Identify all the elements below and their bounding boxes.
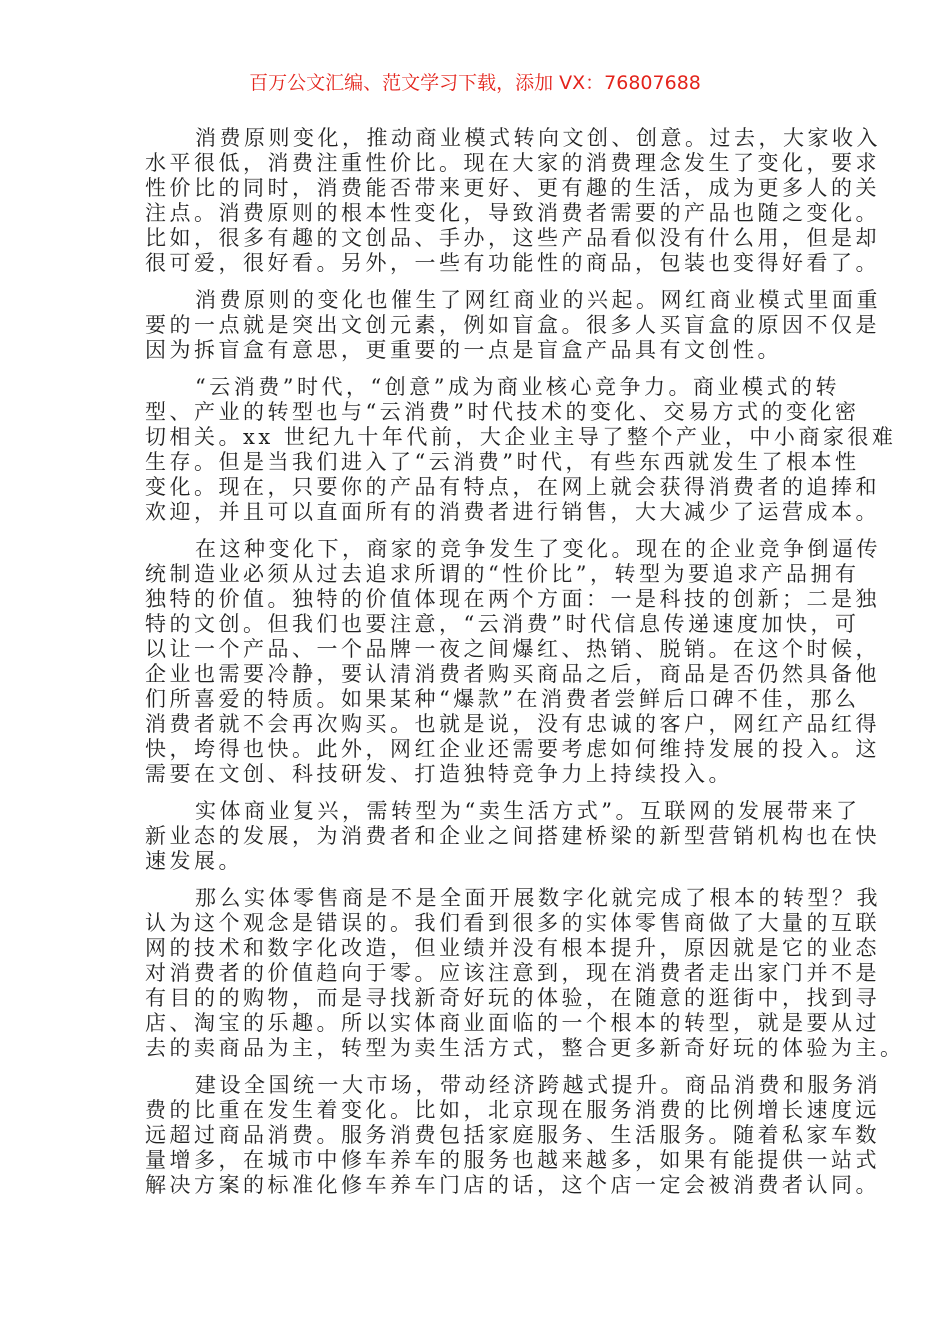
text-line: 企业也需要冷静，要认清消费者购买商品之后，商品是否仍然具备他 — [145, 662, 880, 686]
text-line: 远超过商品消费。服务消费包括家庭服务、生活服务。随着私家车数 — [145, 1123, 880, 1147]
text-line: 店、淘宝的乐趣。所以实体商业面临的一个根本的转型，就是要从过 — [145, 1011, 880, 1035]
text-line: 统制造业必须从过去追求所谓的“性价比”，转型为要追求产品拥有 — [145, 562, 860, 586]
header-banner: 百万公文汇编、范文学习下载，添加 VX：76807688 — [249, 72, 701, 94]
paragraph — [145, 886, 905, 1061]
text-line: 网的技术和数字化改造，但业绩并没有根本提升，原因就是它的业态 — [145, 936, 880, 960]
text-line: 在这种变化下，商家的竞争发生了变化。现在的企业竞争倒逼传 — [195, 537, 881, 561]
text-line: 有目的的购物，而是寻找新奇好玩的体验，在随意的逛街中，找到寻 — [145, 986, 880, 1010]
text-line: 速发展。 — [145, 849, 243, 873]
text-line: 那么实体零售商是不是全面开展数字化就完成了根本的转型？我 — [195, 886, 881, 910]
text-line: 特的文创。但我们也要注意，“云消费”时代信息传递速度加快，可 — [145, 612, 860, 636]
text-line: 实体商业复兴，需转型为“卖生活方式”。互联网的发展带来了 — [195, 799, 861, 823]
text-line: 比如，很多有趣的文创品、手办，这些产品看似没有什么用，但是却 — [145, 226, 880, 250]
text-line: “云消费”时代，“创意”成为商业核心竞争力。商业模式的转 — [195, 375, 840, 399]
text-line: 切相关。xx 世纪九十年代前，大企业主导了整个产业，中小商家很难 — [145, 425, 897, 449]
text-line: 解决方案的标准化修车养车门店的话，这个店一定会被消费者认同。 — [145, 1173, 880, 1197]
paragraph — [145, 537, 881, 787]
text-line: 很可爱，很好看。另外，一些有功能性的商品，包装也变得好看了。 — [145, 251, 880, 275]
paragraph — [145, 1073, 881, 1198]
text-line: 们所喜爱的特质。如果某种“爆款”在消费者尝鲜后口碑不佳，那么 — [145, 687, 860, 711]
text-line: 独特的价值。独特的价值体现在两个方面：一是科技的创新；二是独 — [145, 587, 880, 611]
paragraph — [145, 288, 881, 363]
text-line: 建设全国统一大市场，带动经济跨越式提升。商品消费和服务消 — [195, 1073, 881, 1097]
text-line: 消费原则变化，推动商业模式转向文创、创意。过去，大家收入 — [195, 126, 881, 150]
text-line: 消费者就不会再次购买。也就是说，没有忠诚的客户，网红产品红得 — [145, 712, 880, 736]
text-line: 认为这个观念是错误的。我们看到很多的实体零售商做了大量的互联 — [145, 911, 880, 935]
text-line: 欢迎，并且可以直面所有的消费者进行销售，大大减少了运营成本。 — [145, 500, 880, 524]
text-line: 快，垮得也快。此外，网红企业还需要考虑如何维持发展的投入。这 — [145, 737, 880, 761]
text-line: 消费原则的变化也催生了网红商业的兴起。网红商业模式里面重 — [195, 288, 881, 312]
text-line: 费的比重在发生着变化。比如，北京现在服务消费的比例增长速度远 — [145, 1098, 880, 1122]
text-line: 要的一点就是突出文创元素，例如盲盒。很多人买盲盒的原因不仅是 — [145, 313, 880, 337]
text-line: 性价比的同时，消费能否带来更好、更有趣的生活，成为更多人的关 — [145, 176, 880, 200]
text-line: 变化。现在，只要你的产品有特点，在网上就会获得消费者的追捧和 — [145, 475, 880, 499]
text-line: 生存。但是当我们进入了“云消费”时代，有些东西就发生了根本性 — [145, 450, 860, 474]
text-line: 因为拆盲盒有意思，更重要的一点是盲盒产品具有文创性。 — [145, 338, 782, 362]
text-line: 水平很低，消费注重性价比。现在大家的消费理念发生了变化，要求 — [145, 151, 880, 175]
paragraph — [145, 375, 897, 525]
text-line: 量增多，在城市中修车养车的服务也越来越多，如果有能提供一站式 — [145, 1148, 880, 1172]
text-line: 去的卖商品为主，转型为卖生活方式，整合更多新奇好玩的体验为主。 — [145, 1036, 905, 1060]
document-body — [145, 126, 905, 1210]
text-line: 以让一个产品、一个品牌一夜之间爆红、热销、脱销。在这个时候， — [145, 637, 880, 661]
text-line: 注点。消费原则的根本性变化，导致消费者需要的产品也随之变化。 — [145, 201, 880, 225]
paragraph — [145, 799, 880, 874]
text-line: 需要在文创、科技研发、打造独特竞争力上持续投入。 — [145, 762, 733, 786]
text-line: 新业态的发展，为消费者和企业之间搭建桥梁的新型营销机构也在快 — [145, 824, 880, 848]
text-line: 对消费者的价值趋向于零。应该注意到，现在消费者走出家门并不是 — [145, 961, 880, 985]
paragraph — [145, 126, 881, 276]
text-line: 型、产业的转型也与“云消费”时代技术的变化、交易方式的变化密 — [145, 400, 860, 424]
